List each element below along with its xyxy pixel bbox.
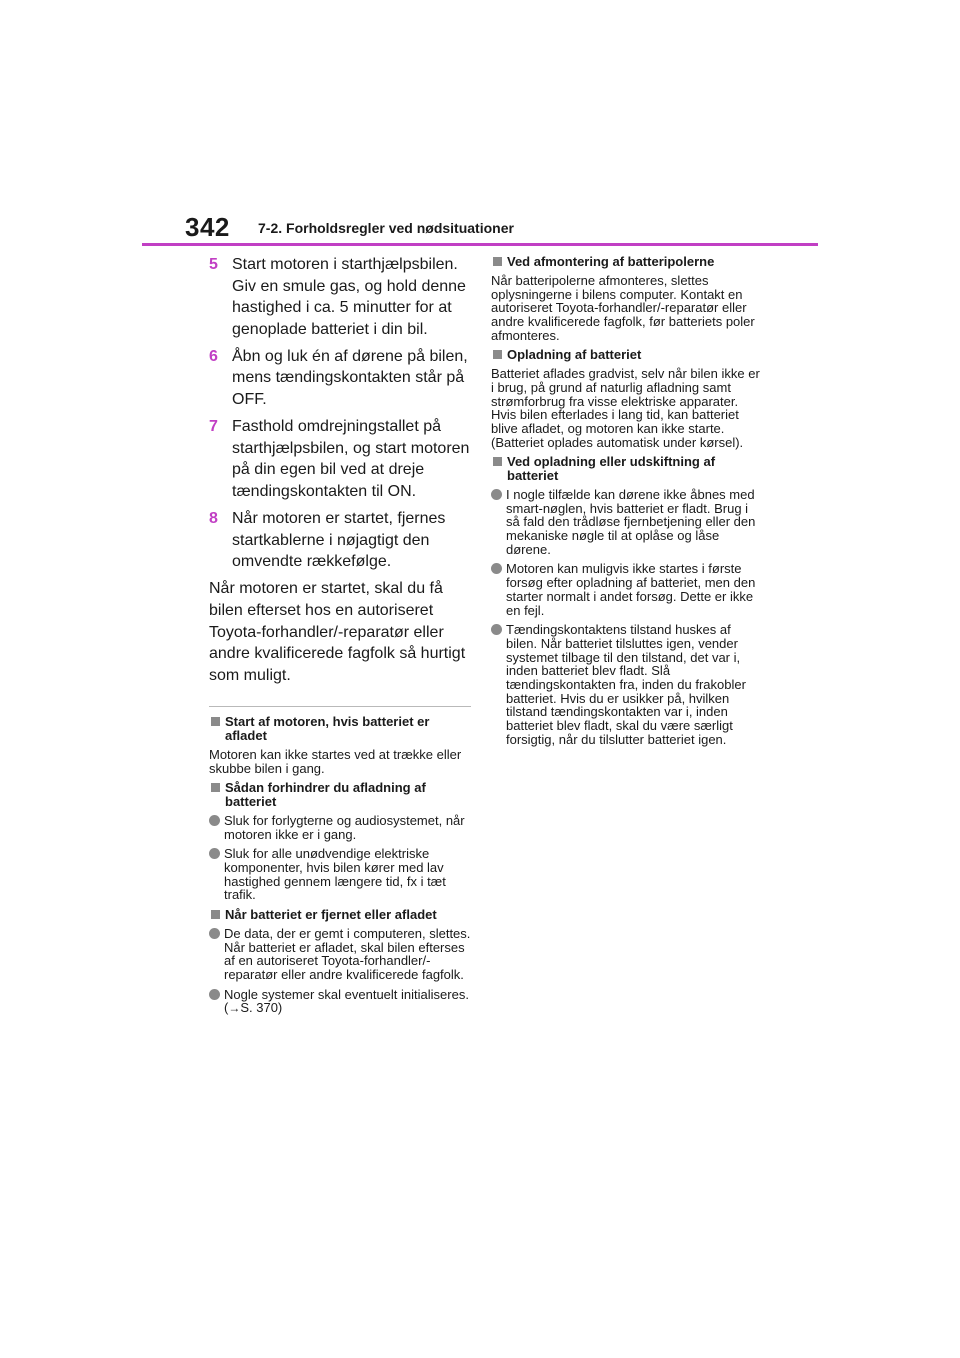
heading-text: Når batteriet er fjernet eller afladet [225, 907, 437, 923]
square-bullet-icon [211, 910, 220, 919]
heading-text: Start af motoren, hvis batteriet er afladet [225, 714, 430, 744]
step-8 [209, 508, 471, 573]
note-heading-replace [491, 455, 761, 483]
step-text: Start motoren i starthjælpsbilen. Giv en smule gas, og hold denne hastighed i ca. 5 minutter for at genoplade batteriet i din bil. [232, 256, 466, 338]
note-heading-start [209, 715, 471, 743]
round-bullet-icon [209, 815, 220, 826]
bullet-text: Sluk for alle unødvendige elektriske komponenter, hvis bilen kører med lav hastighed gennem længere tid, fx i tæt trafik. [224, 846, 446, 903]
round-bullet-icon [209, 989, 220, 1000]
left-column [209, 254, 471, 1016]
step-7 [209, 416, 471, 502]
bullet-text: Motoren kan muligvis ikke startes i første forsøg efter opladning af batteriet, men den starter normalt i andet forsøg. Dette er ikke en fejl. [506, 561, 756, 618]
bullet-text: I nogle tilfælde kan dørene ikke åbnes med smart-nøglen, hvis batteriet er fladt. Brug i så fald den trådløse fjernbetjening eller den mekaniske nøgle til at oplåse og låse dørene. [506, 486, 756, 557]
square-bullet-icon [493, 457, 502, 466]
bullet-item [491, 623, 761, 746]
bullet-item [209, 927, 471, 982]
note-text-detach: Når batteripolerne afmonteres, slettes oplysningerne i bilens computer. Kontakt en autoriseret Toyota-forhandler/-reparatør eller andre kvalificerede fagfolk, før batteriets poler afmonteres. [491, 272, 755, 343]
bullet-text-prefix: Nogle systemer skal eventuelt initialiseres. ( [224, 986, 469, 1016]
step-number: 7 [209, 418, 218, 436]
step-number: 5 [209, 256, 218, 273]
heading-text: Ved afmontering af batteripolerne [507, 254, 715, 269]
bullet-text: Tændingskontaktens tilstand huskes af bilen. Når batteriet tilsluttes igen, vender systemet tilbage til den tilstand, det var i, inden batteriet blev fladt. Slå tændingskontakten fra, inden du frakobler batteriet. Hvis du er usikker på, hvilken tilstand tændingskontakten var i, inden batteriet blev fladt, skal du være særligt forsigtig, når du tilslutter batteriet igen. [506, 622, 746, 747]
round-bullet-icon [209, 928, 220, 939]
note-heading-charging [491, 348, 761, 362]
page-reference-link[interactable]: S. 370) [240, 1000, 283, 1016]
heading-text: Opladning af batteriet [507, 347, 642, 363]
bullet-item [491, 562, 761, 617]
step-5 [209, 254, 471, 340]
right-column [491, 255, 761, 747]
square-bullet-icon [211, 783, 220, 792]
heading-text: Ved opladning eller udskiftning af batteriet [507, 454, 716, 484]
note-heading-detach [491, 255, 761, 269]
bullet-item [209, 847, 471, 902]
bullet-text [224, 988, 471, 1016]
round-bullet-icon [491, 624, 502, 635]
arrow-right-icon: → [228, 1001, 241, 1016]
bullet-text: Sluk for forlygterne og audiosystemet, når motoren ikke er i gang. [224, 812, 465, 842]
square-bullet-icon [493, 350, 502, 359]
step-number: 8 [209, 510, 218, 528]
bullet-item [209, 814, 471, 841]
bullet-text: De data, der er gemt i computeren, slettes. Når batteriet er afladet, skal bilen efterses af en autoriseret Toyota-forhandler/-reparatør eller andre kvalificerede fagfolk. [224, 925, 471, 982]
note-text-start: Motoren kan ikke startes ved at trække eller skubbe bilen i gang. [209, 746, 462, 776]
step-text: Når motoren er startet, fjernes startkablerne i nøjagtigt den omvendte rækkefølge. [232, 510, 446, 571]
bullet-item [209, 988, 471, 1016]
closing-paragraph: Når motoren er startet, skal du få bilen efterset hos en autoriseret Toyota-forhandler/-reparatør eller andre kvalificerede fagfolk så hurtigt som muligt. [209, 580, 466, 684]
step-text: Åbn og luk én af dørene på bilen, mens tændingskontakten står på OFF. [232, 347, 468, 409]
bullet-item [491, 488, 761, 557]
note-heading-removed [209, 908, 471, 922]
round-bullet-icon [491, 563, 502, 574]
square-bullet-icon [493, 257, 502, 266]
square-bullet-icon [211, 717, 220, 726]
heading-text: Sådan forhindrer du afladning af batteriet [225, 780, 426, 810]
round-bullet-icon [209, 848, 220, 859]
section-title: 7-2. Forholdsregler ved nødsituationer [258, 220, 514, 236]
note-text-charging: Batteriet aflades gradvist, selv når bilen ikke er i brug, på grund af naturlig afladning samt strømforbrug fra visse elektriske apparater. Hvis bilen efterlades i lang tid, kan batteriet blive afladet, og motoren kan ikke starte. (Batteriet oplades automatisk under kørsel). [491, 366, 760, 450]
header-rule [142, 243, 818, 246]
step-6 [209, 346, 471, 411]
round-bullet-icon [491, 489, 502, 500]
page-number: 342 [185, 212, 230, 242]
step-number: 6 [209, 347, 218, 365]
section-divider [209, 706, 471, 707]
step-text: Fasthold omdrejningstallet på starthjælpsbilen, og start motoren på din egen bil ved at dreje tændingskontakten til ON. [232, 418, 470, 500]
note-heading-prevent [209, 781, 471, 809]
